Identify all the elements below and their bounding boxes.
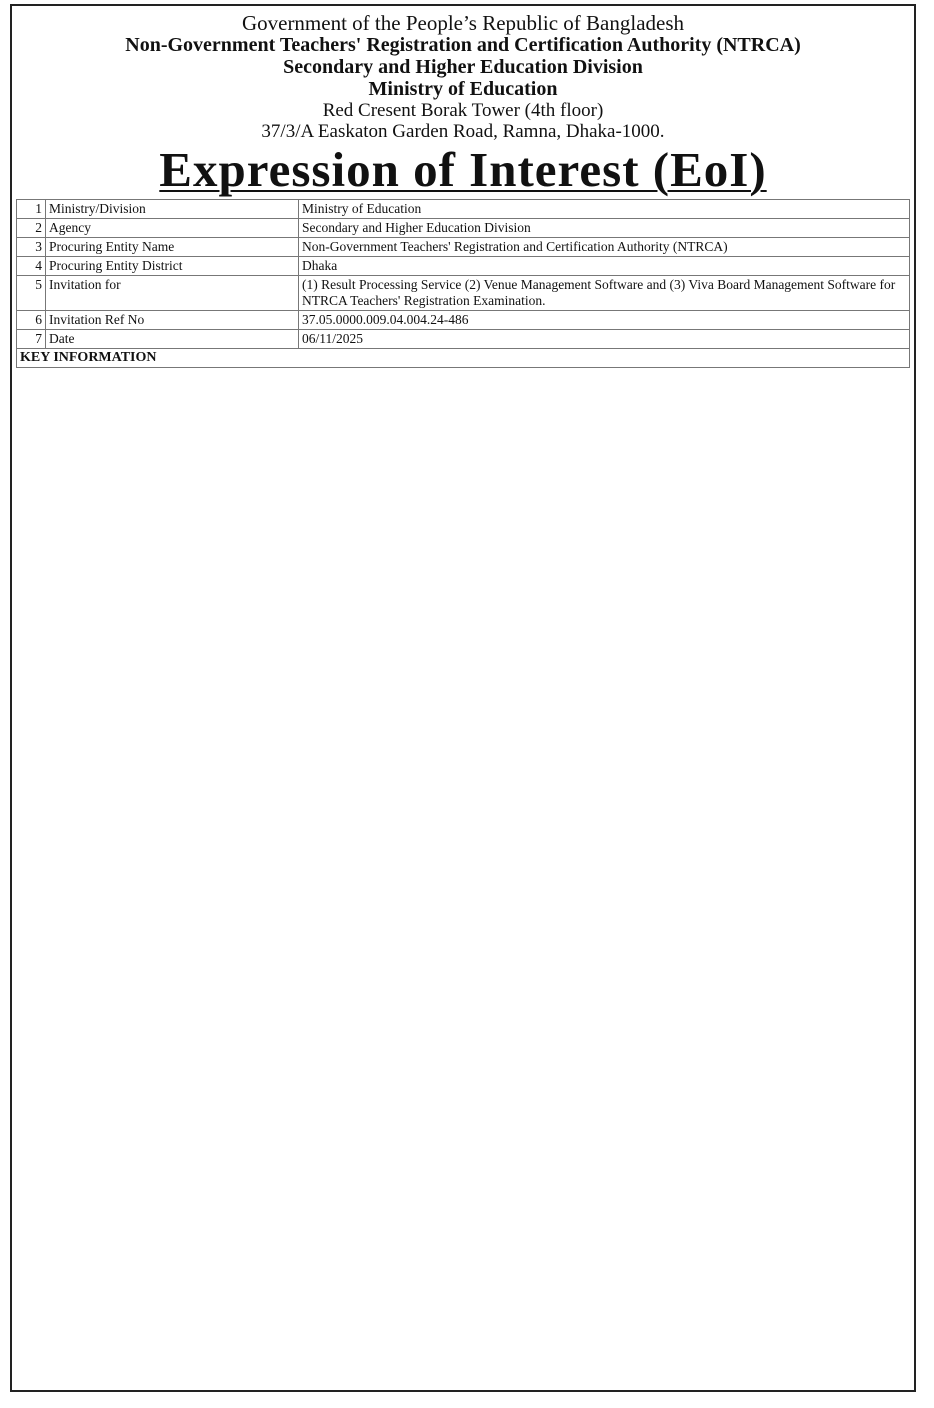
table-row (17, 276, 910, 311)
row-value: (1) Result Processing Service (2) Venue Management Software and (3) Viva Board Management Software for NTRCA Teachers' Registration Examination. (299, 276, 910, 311)
address-line-1: Red Cresent Borak Tower (4th floor) (322, 100, 604, 121)
row-value: 37.05.0000.009.04.004.24-486 (299, 311, 910, 330)
row-number: 5 (17, 276, 46, 311)
row-value: Dhaka (299, 257, 910, 276)
row-number: 6 (17, 311, 46, 330)
row-number: 4 (17, 257, 46, 276)
row-label: Date (46, 330, 299, 349)
row-label: Ministry/Division (46, 200, 299, 219)
row-number: 3 (17, 238, 46, 257)
section-heading-key (17, 349, 910, 368)
section-title: KEY INFORMATION (17, 349, 910, 368)
gov-line: Government of the People’s Republic of Bangladesh (241, 11, 685, 35)
table-row (17, 330, 910, 349)
ministry-line: Ministry of Education (368, 78, 558, 100)
division-line: Secondary and Higher Education Division (283, 56, 643, 78)
row-label: Invitation for (46, 276, 299, 311)
notice-sheet (10, 4, 916, 1392)
page-title: Expression of Interest (EoI) (159, 142, 767, 197)
table-row (17, 311, 910, 330)
authority-line: Non-Government Teachers' Registration and Certification Authority (NTRCA) (125, 34, 801, 56)
row-value: 06/11/2025 (299, 330, 910, 349)
row-label: Invitation Ref No (46, 311, 299, 330)
table-row (17, 219, 910, 238)
address-line-2: 37/3/A Easkaton Garden Road, Ramna, Dhaka-1000. (261, 121, 665, 142)
eoi-table (16, 199, 910, 368)
row-number: 2 (17, 219, 46, 238)
row-value: Non-Government Teachers' Registration and Certification Authority (NTRCA) (299, 238, 910, 257)
notice-header (12, 6, 914, 196)
table-row (17, 238, 910, 257)
row-label: Agency (46, 219, 299, 238)
table-row (17, 257, 910, 276)
table-row (17, 200, 910, 219)
row-number: 7 (17, 330, 46, 349)
row-value: Ministry of Education (299, 200, 910, 219)
row-label: Procuring Entity Name (46, 238, 299, 257)
row-number: 1 (17, 200, 46, 219)
row-value: Secondary and Higher Education Division (299, 219, 910, 238)
row-label: Procuring Entity District (46, 257, 299, 276)
